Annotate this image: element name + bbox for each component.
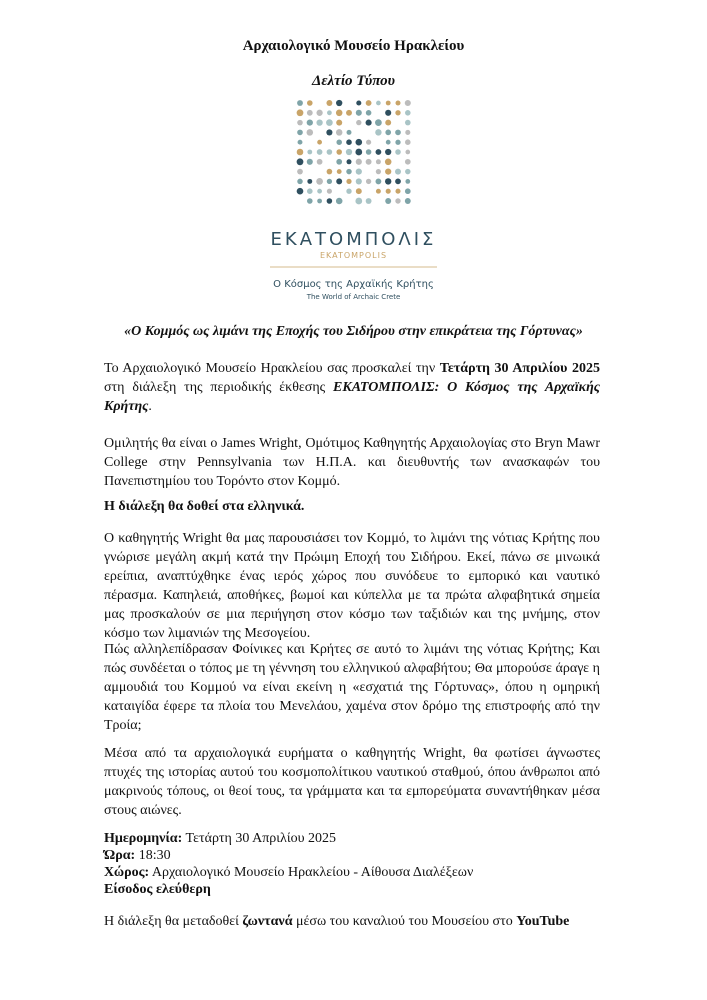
logo-dot — [405, 159, 411, 165]
logo-dot — [327, 189, 332, 194]
lecture-description-paragraph: Ο καθηγητής Wright θα μας παρουσιάσει τον Κομμό, το λιμάνι της νότιας Κρήτης που γνώρισε μεγάλη ακμή κατά την Πρώιμη Εποχή του Σιδήρου. Εκεί, πάνω σε μινωικά ερείπια, αναπτύχθηκε ένας ιερός χώρος που συνόδευε το εμπορικό και ναυτικό πέρασμα. Καπηλειά, αποθήκες, βωμοί και κύπελλα με τα πρώτα αλφαβητικά σημεία μας προσκαλούν σε μια περιήγηση στον κόσμο των ταξιδιών και της μνήμης, στον κόσμο των λιμανιών της Μεσογείου. — [104, 531, 600, 641]
logo-dot — [307, 198, 313, 204]
logo-dot — [376, 189, 381, 194]
logo-dot — [385, 178, 391, 184]
logo-title: ΕΚΑΤΟΜΠΟΛΙΣ — [270, 229, 437, 250]
logo-dot — [326, 100, 332, 106]
logo-dot — [395, 110, 400, 115]
livestream-paragraph — [104, 912, 600, 931]
logo-latin-title: EKATOMPOLIS — [319, 251, 388, 260]
speaker-paragraph: Ομιλητής θα είναι ο James Wright, Ομότιμος Καθηγητής Αρχαιολογίας στο Bryn Mawr College στην Pennsylvania των Η.Π.Α. και διευθυντής των ανασκαφών του Πανεπιστημίου του Τορόντο στον Κομμό. — [104, 436, 600, 489]
logo-dot — [297, 158, 304, 165]
lecture-date-bold: Τετάρτη 30 Απριλίου 2025 — [439, 361, 600, 376]
logo-dot — [405, 150, 410, 155]
exhibition-title: ΕΚΑΤΟΜΠΟΛΙΣ: Ο Κόσμος της Αρχαϊκής Κρήτης — [104, 380, 600, 414]
logo-dot — [405, 198, 411, 204]
logo-dot — [366, 179, 371, 184]
logo-dot — [395, 140, 400, 145]
logo-dot — [346, 179, 351, 184]
p1-text-1: Το Αρχαιολογικό Μουσείο Ηρακλείου σας προσκαλεί την — [104, 361, 440, 376]
logo-dot — [327, 179, 332, 184]
event-time — [104, 847, 600, 864]
logo-dot — [297, 169, 303, 175]
questions-paragraph: Πώς αλληλεπίδρασαν Φοίνικες και Κρήτες σε αυτό το λιμάνι της νότιας Κρήτης; Και πώς συνδέεται ο τόπος με τη γέννηση του ελληνικού αλφαβήτου; Θα μπορούσε άραγε η αμμουδιά του Κομμού να είναι εκείνη η «εσχατιά της Γόρτυνας», όπου η ομηρική καταιγίδα έφερε τα πλοία του Μενελάου, χαμένα στον δρόμο της επιστροφής από την Τροία; — [104, 642, 600, 733]
logo-dot — [405, 130, 410, 135]
logo-dot — [307, 150, 312, 155]
place-value: Αρχαιολογικό Μουσείο Ηρακλείου - Αίθουσα Διαλέξεων — [149, 865, 474, 880]
logo-dot — [385, 168, 391, 174]
ekatompolis-logo — [0, 0, 707, 320]
logo-dot — [386, 189, 391, 194]
logo-dot — [297, 120, 303, 126]
logo-dot — [356, 120, 361, 125]
logo-dot — [307, 179, 312, 184]
logo-dot — [327, 169, 333, 175]
p1-text-3: . — [148, 399, 152, 414]
logo-dot — [298, 140, 303, 145]
logo-dot — [336, 110, 343, 117]
logo-dot — [307, 188, 313, 194]
logo-dot — [376, 101, 381, 106]
logo-dot — [405, 110, 411, 116]
event-entry — [104, 881, 600, 898]
logo-dot — [356, 178, 362, 184]
logo-dot — [405, 120, 411, 126]
logo-dot — [307, 129, 314, 136]
logo-dot — [405, 179, 410, 184]
logo-dot — [317, 159, 323, 165]
logo-dot — [395, 100, 400, 105]
language-note: Η διάλεξη θα δοθεί στα ελληνικά. — [104, 499, 305, 514]
logo-dot — [386, 140, 391, 145]
place-label: Χώρος: — [104, 865, 150, 880]
time-label: Ώρα: — [104, 848, 136, 863]
logo-dot — [356, 100, 361, 105]
logo-dot — [336, 198, 343, 205]
logo-dot — [375, 129, 381, 135]
lecture-subject: «Ο Κομμός ως λιμάνι της Εποχής του Σιδήρου στην επικράτεια της Γόρτυνας» — [124, 324, 583, 339]
logo-dot — [375, 178, 381, 184]
logo-dot — [395, 169, 401, 175]
logo-dot — [376, 159, 381, 164]
logo-dot — [366, 120, 372, 126]
logo-dot — [327, 110, 332, 115]
logo-dot — [356, 159, 362, 165]
p7-text-2: μέσω του καναλιού του Μουσείου στο — [292, 914, 517, 929]
logo-dot — [376, 169, 381, 174]
logo-dot — [355, 198, 362, 205]
logo-dot — [316, 178, 323, 185]
logo-dot — [385, 198, 391, 204]
logo-dot — [366, 149, 372, 155]
logo-dot — [385, 110, 391, 116]
logo-dot — [307, 110, 313, 116]
logo-dot — [337, 169, 342, 174]
logo-dot — [395, 198, 400, 203]
logo-dot — [297, 100, 303, 106]
live-bold: ζωντανά — [242, 914, 293, 929]
logo-dot — [327, 149, 333, 155]
logo-dot — [405, 100, 411, 106]
youtube-bold: YouTube — [516, 914, 570, 929]
logo-dot — [386, 101, 391, 106]
logo-dot — [405, 169, 410, 174]
logo-dot — [336, 129, 343, 136]
invitation-paragraph — [104, 359, 600, 416]
event-place — [104, 864, 600, 881]
logo-dot — [316, 119, 322, 125]
logo-dot — [375, 149, 381, 155]
logo-dot — [366, 140, 371, 145]
logo-dot — [395, 130, 401, 136]
logo-dot — [366, 100, 372, 106]
logo-dot — [307, 119, 313, 125]
logo-subtitle-english: The World of Archaic Crete — [306, 293, 401, 301]
logo-dot — [317, 199, 322, 204]
logo-dot — [317, 140, 322, 145]
logo-dot — [385, 149, 391, 155]
logo-dot — [297, 179, 303, 185]
logo-dot — [346, 159, 351, 164]
logo-dot — [336, 149, 342, 155]
logo-dot — [366, 198, 372, 204]
logo-dot — [326, 119, 333, 126]
time-value: 18:30 — [135, 848, 171, 863]
logo-dot — [366, 110, 372, 116]
logo-dot — [297, 188, 304, 195]
logo-dot — [375, 119, 382, 126]
logo-dot — [346, 169, 351, 174]
logo-dot — [366, 159, 372, 165]
entry-label: Είσοδος ελεύθερη — [104, 882, 211, 897]
museum-name: Αρχαιολογικό Μουσείο Ηρακλείου — [242, 38, 465, 54]
findings-paragraph: Μέσα από τα αρχαιολογικά ευρήματα ο καθηγητής Wright, θα φωτίσει άγνωστες πτυχές της ιστορίας αυτού του κοσμοπολίτικου ναυτικού σταθμού, όπου άνθρωποι από μακρινούς τόπους, οι θεοί τους, τα γράμματα και τα εμπορεύματα συναντήθηκαν μέσα στους αιώνες. — [104, 746, 600, 818]
p1-text-2: στη διάλεξη της περιοδικής έκθεσης — [104, 380, 334, 395]
logo-dot — [395, 149, 401, 155]
logo-dot — [317, 189, 322, 194]
p7-text-1: Η διάλεξη θα μεταδοθεί — [104, 914, 243, 929]
logo-dot — [405, 188, 411, 194]
logo-dot — [405, 139, 411, 145]
logo-dot — [356, 110, 362, 116]
logo-dot — [297, 109, 304, 116]
dot-grid-logo-mark — [297, 100, 411, 205]
logo-dot — [385, 159, 392, 166]
logo-dot — [297, 130, 303, 136]
logo-dot — [385, 120, 391, 126]
logo-dot — [317, 149, 323, 155]
logo-dot — [356, 188, 362, 194]
date-value: Τετάρτη 30 Απριλίου 2025 — [182, 831, 337, 846]
event-info — [104, 830, 600, 898]
logo-dot — [307, 100, 313, 106]
logo-dot — [346, 149, 352, 155]
date-label: Ημερομηνία: — [104, 831, 183, 846]
logo-dot — [356, 168, 362, 174]
logo-dot — [385, 130, 391, 136]
logo-dot — [346, 139, 352, 145]
logo-dot — [336, 178, 342, 184]
logo-dot — [307, 159, 313, 165]
logo-dot — [297, 149, 304, 156]
logo-dot — [336, 139, 342, 145]
logo-dot — [336, 159, 342, 165]
logo-dot — [316, 110, 322, 116]
event-date — [104, 830, 600, 847]
logo-dot — [346, 110, 352, 116]
logo-subtitle-greek: Ο Κόσμος της Αρχαϊκής Κρήτης — [273, 279, 434, 290]
logo-dot — [326, 129, 332, 135]
logo-dot — [327, 198, 333, 204]
logo-dot — [395, 189, 400, 194]
logo-dot — [355, 149, 362, 156]
press-release-title: Δελτίο Τύπου — [311, 73, 396, 89]
logo-dot — [395, 179, 401, 185]
logo-dot — [346, 189, 351, 194]
logo-dot — [347, 130, 352, 135]
logo-dot — [336, 100, 342, 106]
logo-dot — [336, 120, 342, 126]
logo-dot — [355, 139, 362, 146]
